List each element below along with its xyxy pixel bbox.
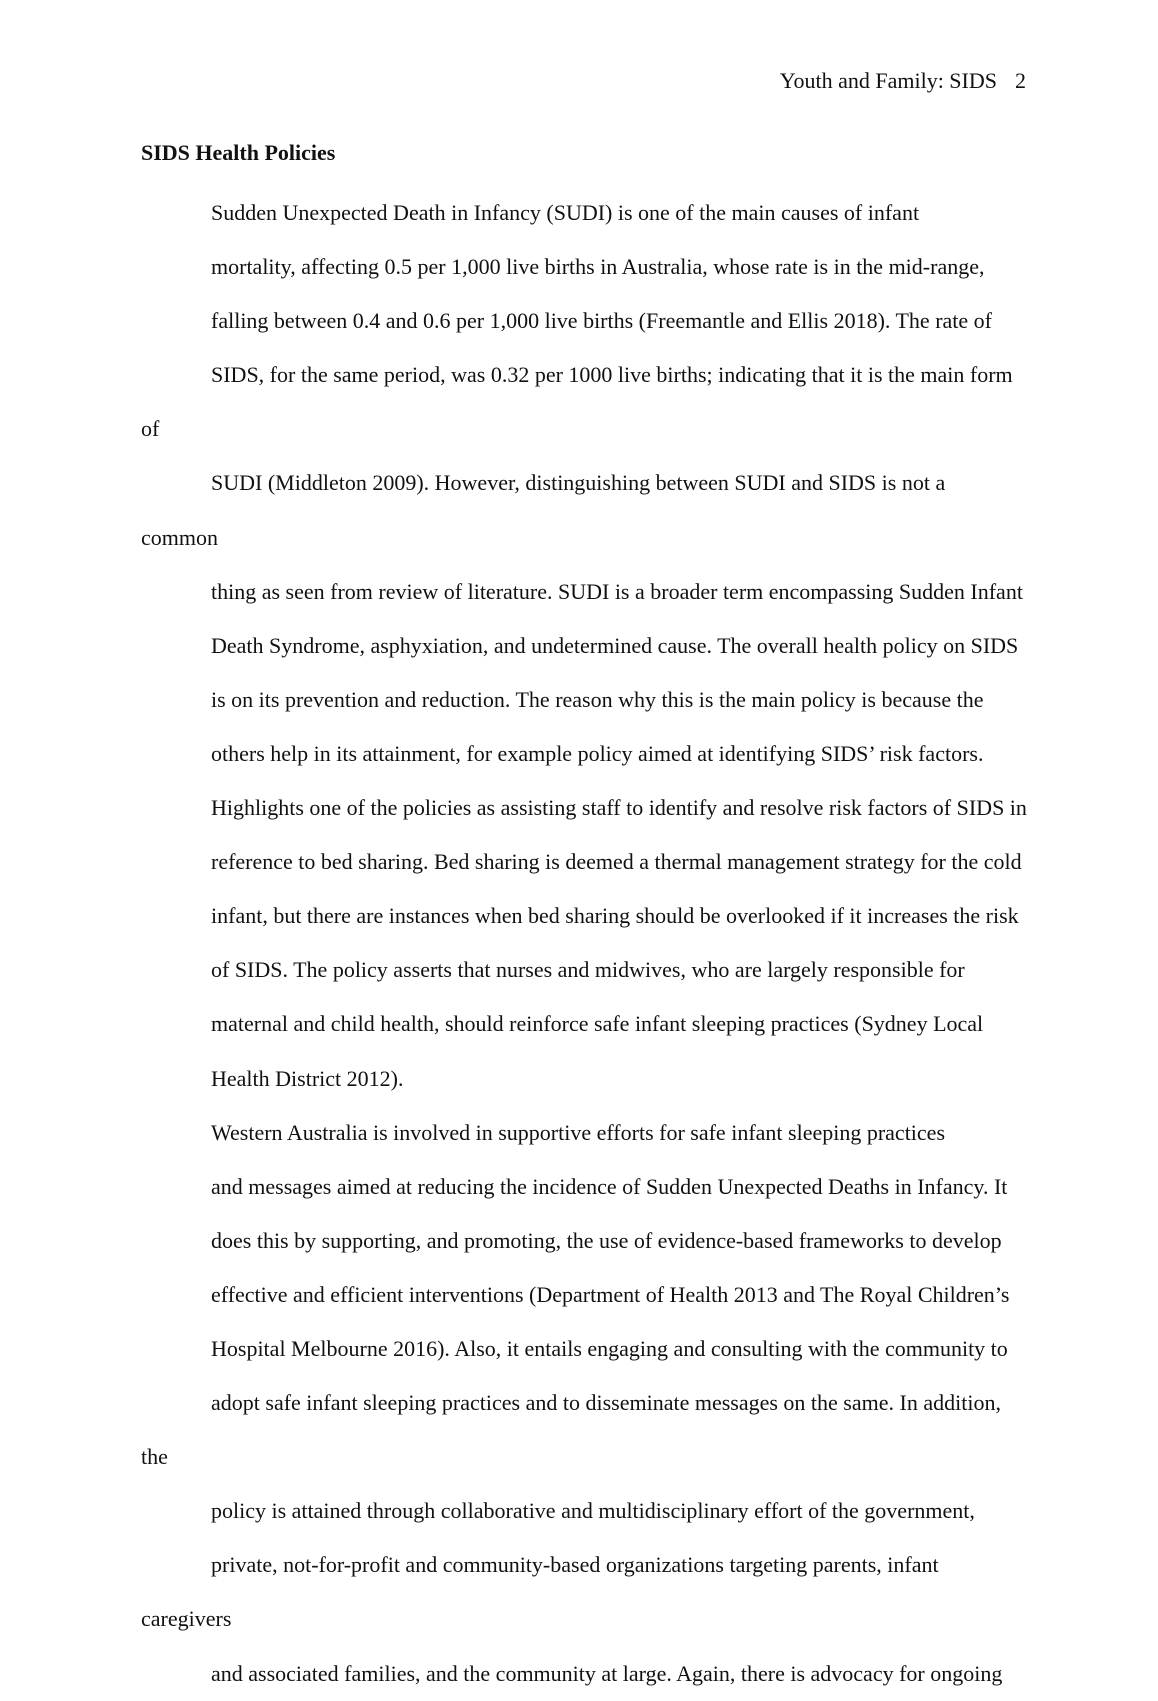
paragraph-line: private, not-for-profit and community-based organizations targeting parents, infant caregivers	[141, 1552, 939, 1632]
running-title: Youth and Family: SIDS	[779, 68, 997, 93]
section-heading: SIDS Health Policies	[141, 140, 336, 165]
paragraph-line: of SIDS. The policy asserts that nurses and midwives, who are largely responsible for	[211, 957, 965, 983]
paragraph-line: thing as seen from review of literature. SUDI is a broader term encompassing Sudden Infant	[211, 578, 1023, 604]
paragraph-line: Death Syndrome, asphyxiation, and undetermined cause. The overall health policy on SIDS	[211, 632, 1019, 658]
paragraph-line: does this by supporting, and promoting, the use of evidence-based frameworks to develop	[211, 1227, 1002, 1253]
paragraph-1	[141, 186, 1027, 1106]
paragraph-line: SUDI (Middleton 2009). However, distinguishing between SUDI and SIDS is not a common	[141, 470, 946, 550]
paragraph-line: falling between 0.4 and 0.6 per 1,000 live births (Freemantle and Ellis 2018). The rate of	[211, 308, 992, 334]
paragraph-line: Hospital Melbourne 2016). Also, it entails engaging and consulting with the community to	[211, 1335, 1008, 1361]
paragraph-line: Western Australia is involved in supportive efforts for safe infant sleeping practices	[211, 1119, 946, 1145]
paragraph-line: Highlights one of the policies as assisting staff to identify and resolve risk factors of SIDS in	[211, 795, 1027, 821]
paragraph-line: and messages aimed at reducing the incidence of Sudden Unexpected Deaths in Infancy. It	[211, 1173, 1008, 1199]
paragraph-line: Sudden Unexpected Death in Infancy (SUDI) is one of the main causes of infant	[211, 200, 920, 225]
paragraph-line: adopt safe infant sleeping practices and to disseminate messages on the same. In addition, the	[141, 1390, 1001, 1470]
page-number: 2	[1015, 68, 1026, 93]
running-head	[780, 66, 1026, 96]
body-text	[141, 186, 1027, 1701]
paragraph-line: is on its prevention and reduction. The reason why this is the main policy is because the	[211, 686, 984, 712]
paragraph-line: SIDS, for the same period, was 0.32 per 1000 live births; indicating that it is the main form of	[141, 362, 1013, 442]
paragraph-line: Health District 2012).	[211, 1065, 404, 1091]
paragraph-line: policy is attained through collaborative and multidisciplinary effort of the government,	[211, 1498, 975, 1524]
paragraph-line: mortality, affecting 0.5 per 1,000 live births in Australia, whose rate is in the mid-range,	[211, 254, 985, 280]
paragraph-line: reference to bed sharing. Bed sharing is deemed a thermal management strategy for the cold	[211, 849, 1022, 875]
paragraph-line: others help in its attainment, for example policy aimed at identifying SIDS’ risk factors.	[211, 740, 984, 766]
paragraph-2	[141, 1106, 1027, 1701]
paragraph-line: effective and efficient interventions (Department of Health 2013 and The Royal Children’s	[211, 1281, 1010, 1307]
paragraph-line: and associated families, and the community at large. Again, there is advocacy for ongoing	[211, 1660, 1003, 1686]
paragraph-line: infant, but there are instances when bed sharing should be overlooked if it increases the risk	[211, 903, 1019, 929]
paragraph-line: maternal and child health, should reinforce safe infant sleeping practices (Sydney Local	[211, 1011, 984, 1037]
